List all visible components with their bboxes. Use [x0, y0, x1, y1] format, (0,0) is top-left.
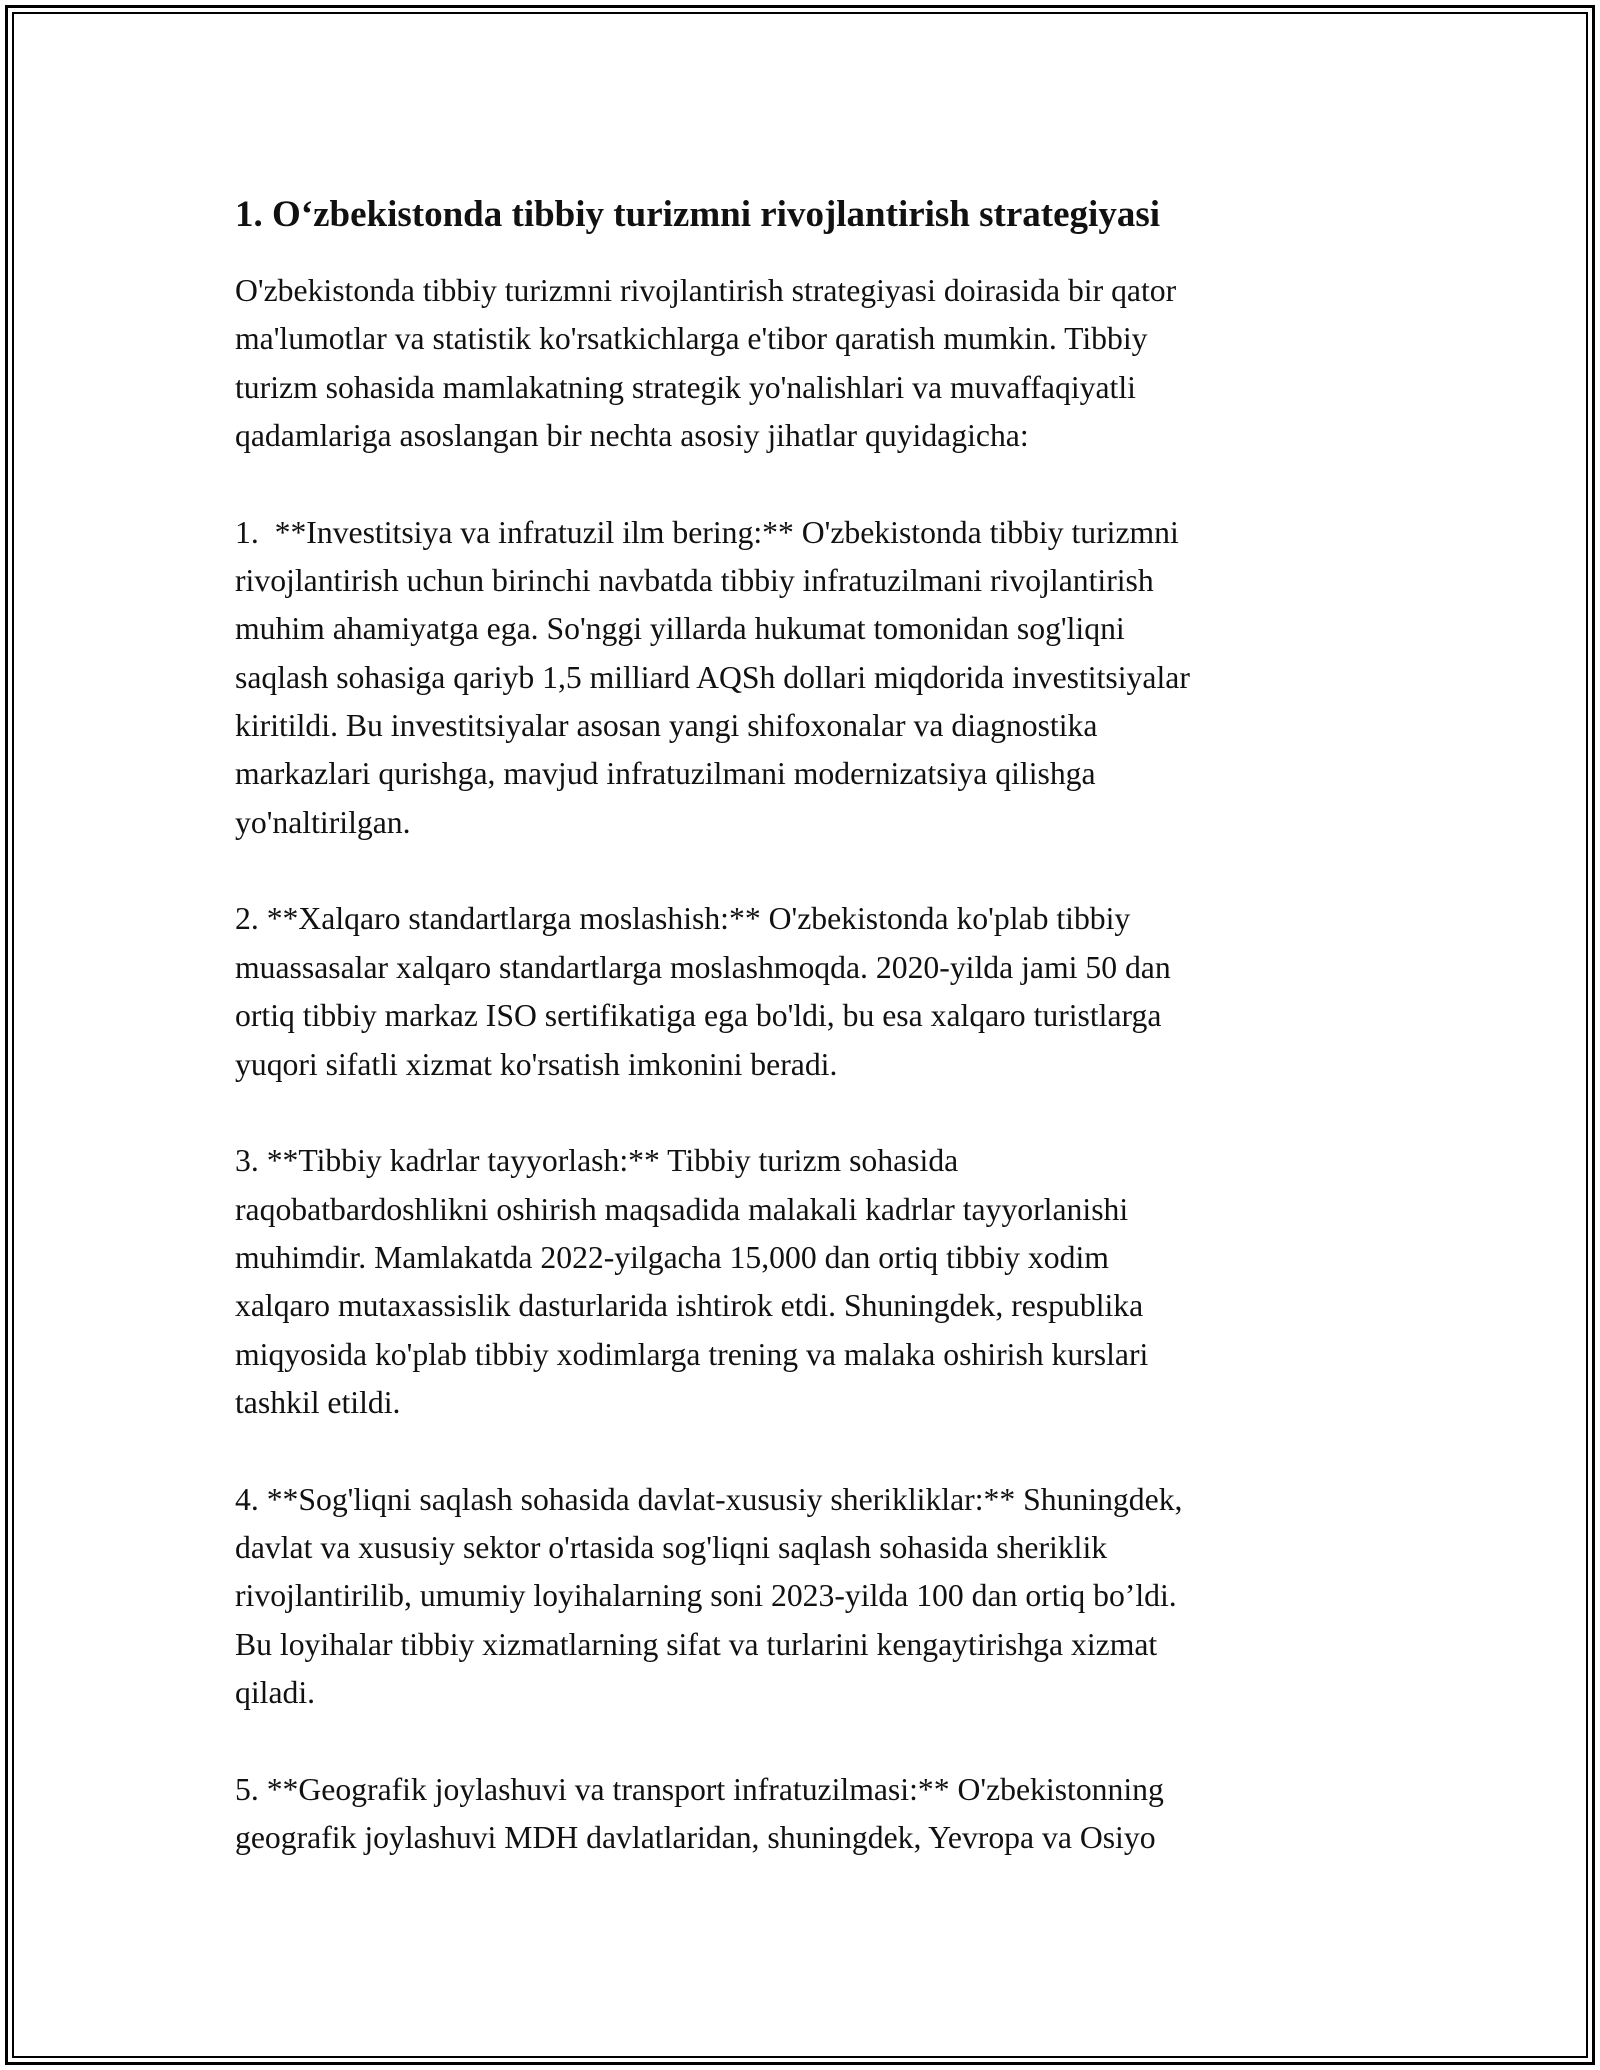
- paragraph-line: tashkil etildi.: [235, 1384, 401, 1420]
- paragraph-line: 2. **Xalqaro standartlarga moslashish:** O'zbekistonda ko'plab tibbiy: [235, 901, 1131, 937]
- paragraph-line: muhim ahamiyatga ega. So'nggi yillarda hukumat tomonidan sog'liqni: [235, 611, 1125, 647]
- document-body: [235, 193, 1385, 1911]
- paragraph-line: kiritildi. Bu investitsiyalar asosan yangi shifoxonalar va diagnostika: [235, 708, 1098, 744]
- paragraph-line: rivojlantirish uchun birinchi navbatda tibbiy infratuzilmani rivojlantirish: [235, 563, 1154, 599]
- paragraph-line: miqyosida ko'plab tibbiy xodimlarga trening va malaka oshirish kurslari: [235, 1336, 1149, 1372]
- paragraph-line: 3. **Tibbiy kadrlar tayyorlash:** Tibbiy turizm sohasida: [235, 1143, 959, 1179]
- paragraph-line: qadamlariga asoslangan bir nechta asosiy jihatlar quyidagicha:: [235, 418, 1029, 454]
- paragraph-line: 1. **Investitsiya va infratuzil ilm bering:** O'zbekistonda tibbiy turizmni: [235, 514, 1179, 550]
- list-item-5: [235, 1766, 1385, 1863]
- paragraph-line: geografik joylashuvi MDH davlatlaridan, shuningdek, Yevropa va Osiyo: [235, 1820, 1156, 1855]
- paragraph-line: Bu loyihalar tibbiy xizmatlarning sifat va turlarini kengaytirishga xizmat: [235, 1626, 1158, 1662]
- paragraph-line: turizm sohasida mamlakatning strategik yo'nalishlari va muvaffaqiyatli: [235, 369, 1136, 405]
- list-item-4: [235, 1476, 1385, 1718]
- paragraph-line: qiladi.: [235, 1674, 316, 1710]
- paragraph-line: yuqori sifatli xizmat ko'rsatish imkonini beradi.: [235, 1046, 838, 1082]
- paragraph-line: O'zbekistonda tibbiy turizmni rivojlantirish strategiyasi doirasida bir qator: [235, 273, 1177, 308]
- paragraph-line: markazlari qurishga, mavjud infratuzilmani modernizatsiya qilishga: [235, 756, 1096, 792]
- paragraph-line: ma'lumotlar va statistik ko'rsatkichlarga e'tibor qaratish mumkin. Tibbiy: [235, 321, 1148, 357]
- paragraph-line: muhimdir. Mamlakatda 2022-yilgacha 15,000 dan ortiq tibbiy xodim: [235, 1239, 1109, 1275]
- document-title: 1. O‘zbekistonda tibbiy turizmni rivojlantirish strategiyasi: [235, 194, 1160, 235]
- paragraph-line: rivojlantirilib, umumiy loyihalarning soni 2023-yilda 100 dan ortiq bo’ldi.: [235, 1578, 1177, 1614]
- paragraph-line: muassasalar xalqaro standartlarga moslashmoqda. 2020-yilda jami 50 dan: [235, 949, 1171, 985]
- list-item-3: [235, 1137, 1385, 1427]
- paragraph-line: 4. **Sog'liqni saqlash sohasida davlat-xususiy sherikliklar:** Shuningdek,: [235, 1481, 1183, 1517]
- paragraph-line: davlat va xususiy sektor o'rtasida sog'liqni saqlash sohasida sheriklik: [235, 1529, 1108, 1565]
- paragraph-line: yo'naltirilgan.: [235, 804, 411, 840]
- list-item-2: [235, 895, 1385, 1088]
- list-item-1: [235, 509, 1385, 847]
- paragraph-line: 5. **Geografik joylashuvi va transport infratuzilmasi:** O'zbekistonning: [235, 1771, 1164, 1807]
- intro-paragraph: [235, 267, 1385, 460]
- paragraph-line: xalqaro mutaxassislik dasturlarida ishtirok etdi. Shuningdek, respublika: [235, 1288, 1144, 1324]
- paragraph-line: raqobatbardoshlikni oshirish maqsadida malakali kadrlar tayyorlanishi: [235, 1191, 1129, 1227]
- paragraph-line: ortiq tibbiy markaz ISO sertifikatiga ega bo'ldi, bu esa xalqaro turistlarga: [235, 998, 1162, 1034]
- paragraph-line: saqlash sohasiga qariyb 1,5 milliard AQSh dollari miqdorida investitsiyalar: [235, 659, 1190, 695]
